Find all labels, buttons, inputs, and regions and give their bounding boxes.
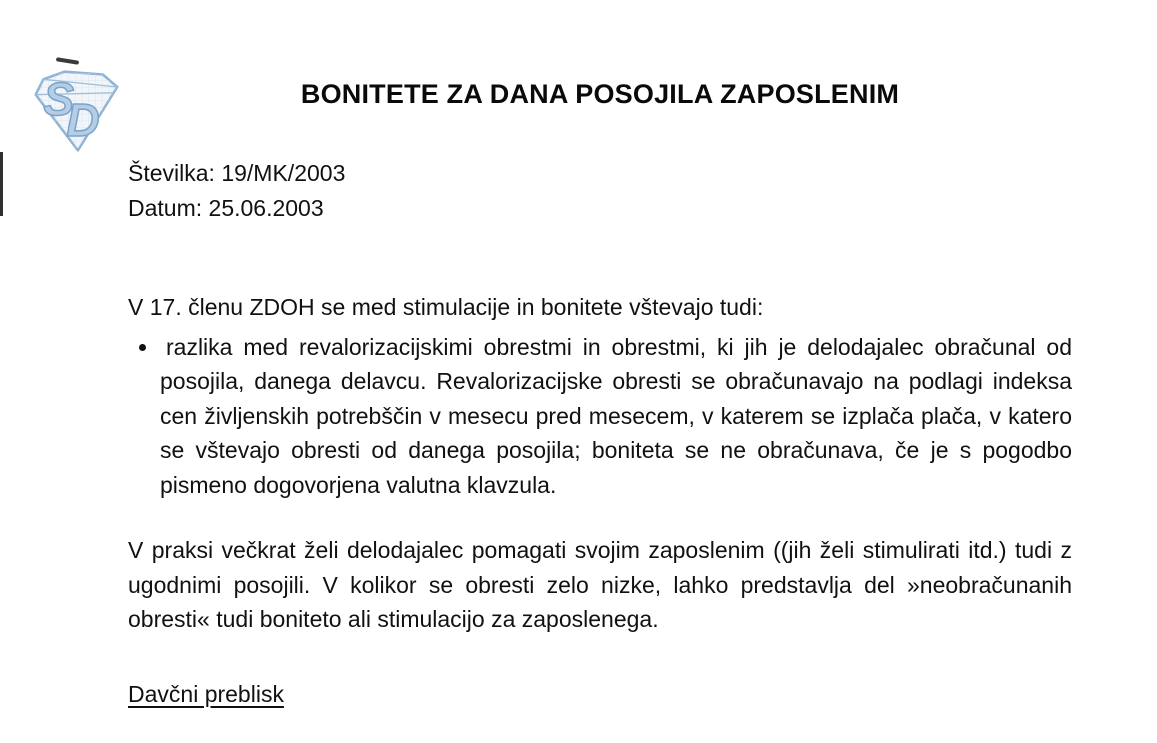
document-number-line bbox=[128, 156, 1072, 191]
logo-letter-s: S bbox=[43, 72, 75, 125]
body-paragraph: V praksi večkrat želi delodajalec pomagati svojim zaposlenim ((jih želi stimulirati itd.) tudi z ugodnimi posojili. V kolikor se obresti zelo nizke, lahko predstavlja del »neobračunanih obresti« tudi boniteto ali stimulacijo za zaposlenega. bbox=[128, 537, 1072, 632]
document-meta bbox=[128, 156, 1072, 226]
number-label: Številka: bbox=[128, 160, 215, 186]
document-content bbox=[128, 0, 1072, 711]
bullet-item: • razlika med revalorizacijskimi obrestmi in obrestmi, ki jih je delodajalec obračunal od posojila, danega delavcu. Revalorizacijske obresti se obračunavajo na podlagi indeksa cen življenskih potrebščin v mesecu pred mesecem, v katerem se izplača plača, v katero se vštevajo obresti od danega posojila; boniteta se ne obračunava, če je s pogodbo pismeno dogovorjena valutna klavzula. bbox=[160, 330, 1072, 503]
diamond-gem-icon bbox=[28, 66, 124, 156]
intro-paragraph: V 17. členu ZDOH se med stimulacije in bonitete vštevajo tudi: bbox=[128, 294, 764, 320]
closing-heading: Davčni preblisk bbox=[128, 680, 284, 707]
document-title: BONITETE ZA DANA POSOJILA ZAPOSLENIM bbox=[300, 79, 900, 109]
bullet-list bbox=[128, 330, 1072, 503]
document-date-line bbox=[128, 191, 1072, 226]
date-value: 25.06.2003 bbox=[208, 195, 324, 221]
logo-letter-d: D bbox=[66, 93, 100, 146]
scan-artifact bbox=[0, 152, 3, 216]
sd-diamond-logo bbox=[28, 66, 124, 156]
date-label: Datum: bbox=[128, 195, 203, 221]
number-value: 19/MK/2003 bbox=[221, 160, 346, 186]
scan-artifact bbox=[56, 57, 79, 65]
